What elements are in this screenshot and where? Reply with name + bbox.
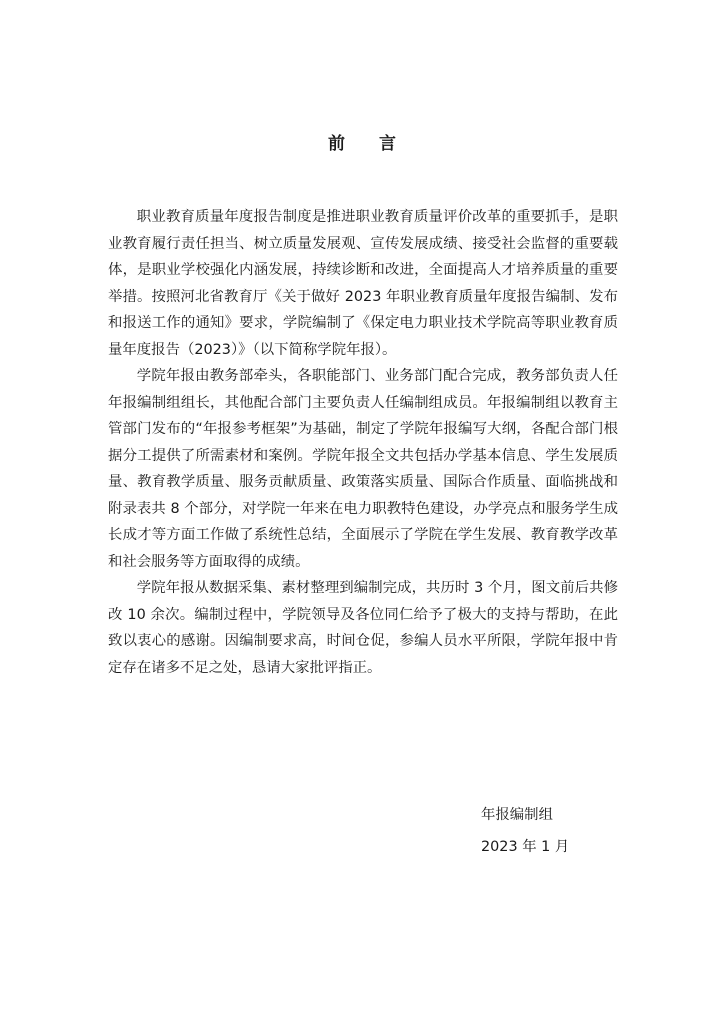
paragraph: 学院年报从数据采集、素材整理到编制完成，共历时 3 个月，图文前后共修改 10 余次。编制过程中，学院领导及各位同仁给予了极大的支持与帮助，在此致以衷心的感谢。因编制要求高，时间仓促，参编人员水平所限，学院年报中肯定存在诸多不足之处，恳请大家批评指正。 [108,580,618,676]
paragraph: 职业教育质量年度报告制度是推进职业教育质量评价改革的重要抓手，是职业教育履行责任担当、树立质量发展观、宣传发展成绩、接受社会监督的重要载体，是职业学校强化内涵发展，持续诊断和改进，全面提高人才培养质量的重要举措。按照河北省教育厅《关于做好 2023 年职业教育质量年度报告编制、发布和报送工作的通知》要求，学院编制了《保定电力职业技术学院高等职业教育质量年度报告（2023）》（以下简称学院年报）。 [108,209,618,358]
paragraph: 学院年报由教务部牵头，各职能部门、业务部门配合完成，教务部负责人任年报编制组组长，其他配合部门主要负责人任编制组成员。年报编制组以教育主管部门发布的“年报参考框架”为基础，制定了学院年报编写大纲，各配合部门根据分工提供了所需素材和案例。学院年报全文共包括办学基本信息、学生发展质量、教育教学质量、服务贡献质量、政策落实质量、国际合作质量、面临挑战和附录表共 8 个部分，对学院一年来在电力职教特色建设，办学亮点和服务学生成长成才等方面工作做了系统性总结，全面展示了学院在学生发展、教育教学改革和社会服务等方面取得的成绩。 [108,368,618,570]
title-char-1: 前 [328,134,345,154]
signature-org: 年报编制组 [481,807,553,823]
page-title [0,132,724,156]
preface-body [108,204,618,681]
signature-date: 2023 年 1 月 [481,839,570,855]
title-char-2: 言 [379,134,396,154]
